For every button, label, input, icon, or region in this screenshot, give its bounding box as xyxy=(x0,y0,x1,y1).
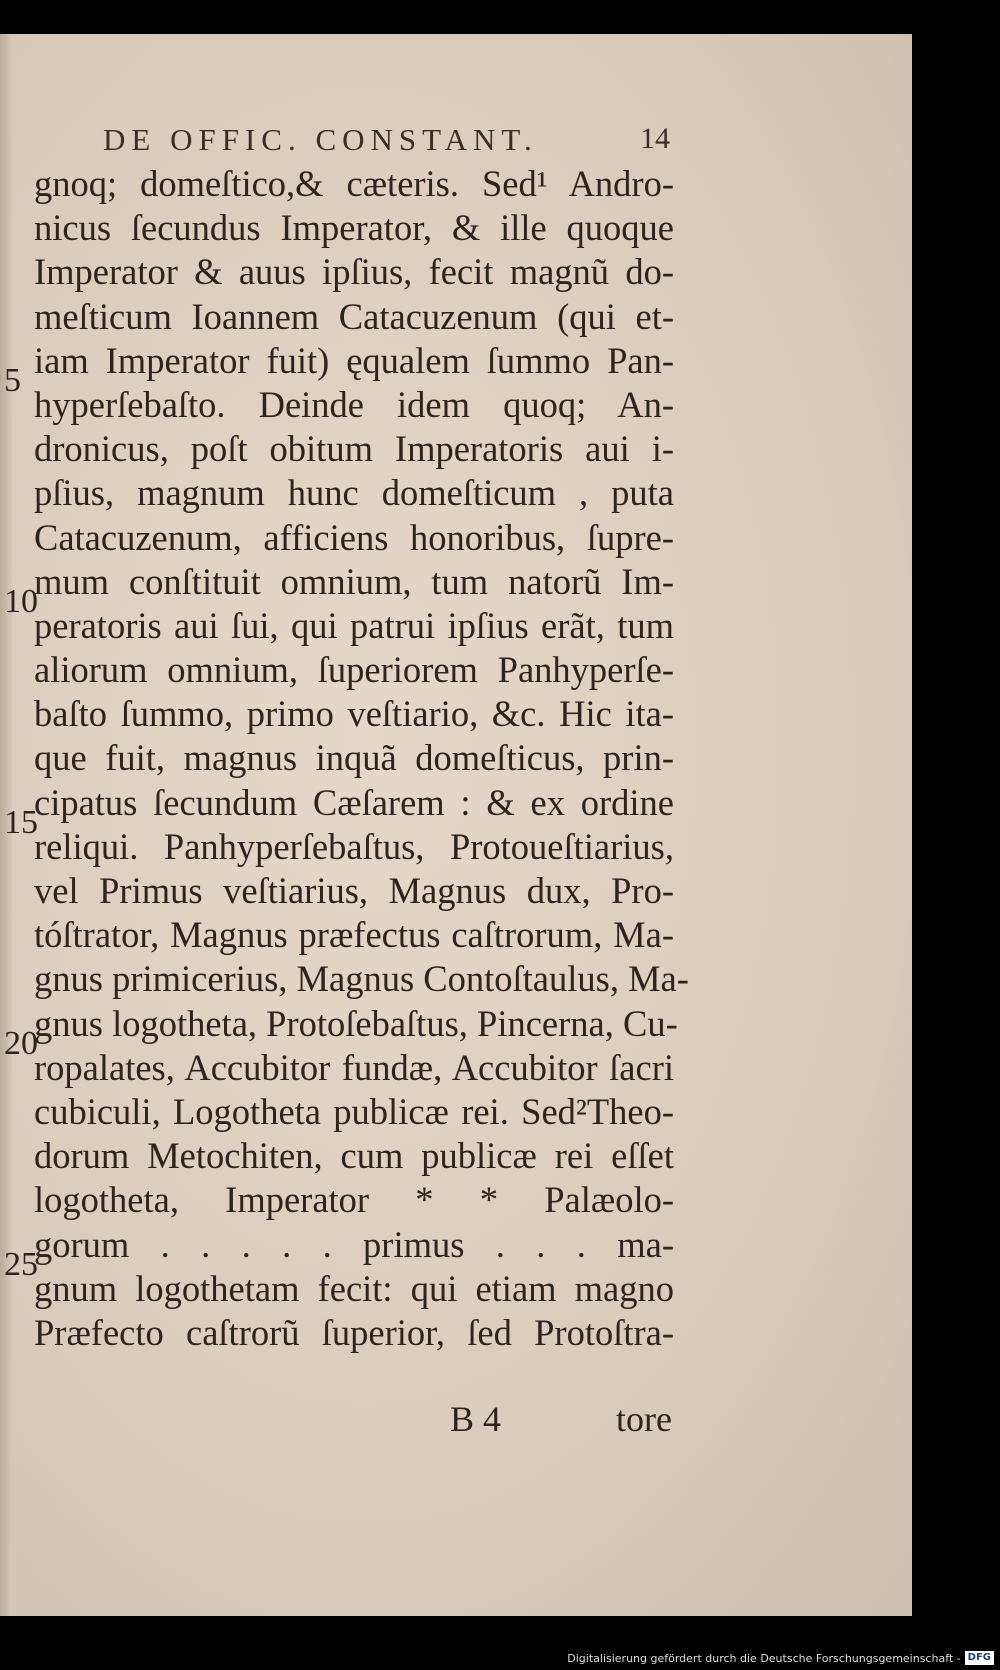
text-line: tóſtrator, Magnus præfectus caſtrorum, Ma- xyxy=(34,914,674,956)
text-line: meſticum Ioannem Catacuzenum (qui et- xyxy=(34,295,674,337)
page-number: 14 xyxy=(640,122,670,155)
text-line: que fuit, magnus inquã domeſticus, prin- xyxy=(34,737,674,779)
text-line: nicus ſecundus Imperator, & ille quoque xyxy=(34,207,674,249)
text-line: logotheta, Imperator * * Palæolo- xyxy=(34,1179,674,1221)
text-line: gnoq; domeſtico,& cæteris. Sed¹ Andro- xyxy=(34,163,674,204)
text-block xyxy=(34,162,689,1355)
text-line: mum conſtituit omnium, tum natorũ Im- xyxy=(34,560,674,602)
text-line: pſius, magnum hunc domeſticum , puta xyxy=(34,472,674,514)
text-line: dronicus, poſt obitum Imperatoris aui i- xyxy=(34,428,674,470)
text-line: aliorum omnium, ſuperiorem Panhyperſe- xyxy=(34,649,674,691)
line-number-15: 15 xyxy=(4,804,38,841)
signature-mark: B 4 xyxy=(450,1399,502,1439)
text-line: vel Primus veſtiarius, Magnus dux, Pro- xyxy=(34,870,674,911)
line-number-20: 20 xyxy=(4,1025,38,1062)
line-number-25: 25 xyxy=(4,1246,38,1283)
text-line: gnus logotheta, Protoſebaſtus, Pincerna, Cu- xyxy=(34,1002,678,1044)
text-line: Imperator & auus ipſius, fecit magnũ do- xyxy=(34,251,674,293)
text-line: baſto ſummo, primo veſtiario, &c. Hic ita- xyxy=(34,693,674,735)
text-line: dorum Metochiten, cum publicæ rei eſſet xyxy=(34,1135,674,1177)
catchword-line xyxy=(450,1398,672,1440)
digitization-credit xyxy=(567,1650,994,1666)
line-number-10: 10 xyxy=(4,583,38,620)
line-number-5: 5 xyxy=(4,362,21,399)
text-line: hyperſebaſto. Deinde idem quoq; An- xyxy=(34,383,674,425)
text-line: reliqui. Panhyperſebaſtus, Protoueſtiarius, xyxy=(34,825,674,867)
catchword: tore xyxy=(616,1399,672,1439)
book-page xyxy=(0,34,912,1616)
text-line: ropalates, Accubitor fundæ, Accubitor ſacri xyxy=(34,1046,674,1088)
text-line: Catacuzenum, afficiens honoribus, ſupre- xyxy=(34,516,674,558)
text-line: iam Imperator fuit) ęqualem ſummo Pan- xyxy=(34,339,674,381)
text-line: gnus primicerius, Magnus Contoſtaulus, Ma- xyxy=(34,958,689,1000)
text-line: Præfecto caſtrorũ ſuperior, ſed Protoſtra- xyxy=(34,1311,674,1353)
running-title: DE OFFIC. CONSTANT. xyxy=(103,122,538,157)
text-line: cubiculi, Logotheta publicæ rei. Sed²Theo- xyxy=(34,1090,674,1132)
dfg-logo: DFG xyxy=(965,1651,994,1665)
text-line: gnum logothetam fecit: qui etiam magno xyxy=(34,1267,674,1309)
text-line: cipatus ſecundum Cæſarem : & ex ordine xyxy=(34,781,674,823)
text-line: peratoris aui ſui, qui patrui ipſius erãt, tum xyxy=(34,604,674,646)
text-line: gorum . . . . . primus . . . ma- xyxy=(34,1223,674,1265)
credit-text: Digitalisierung gefördert durch die Deutsche Forschungsgemeinschaft - xyxy=(567,1651,961,1665)
